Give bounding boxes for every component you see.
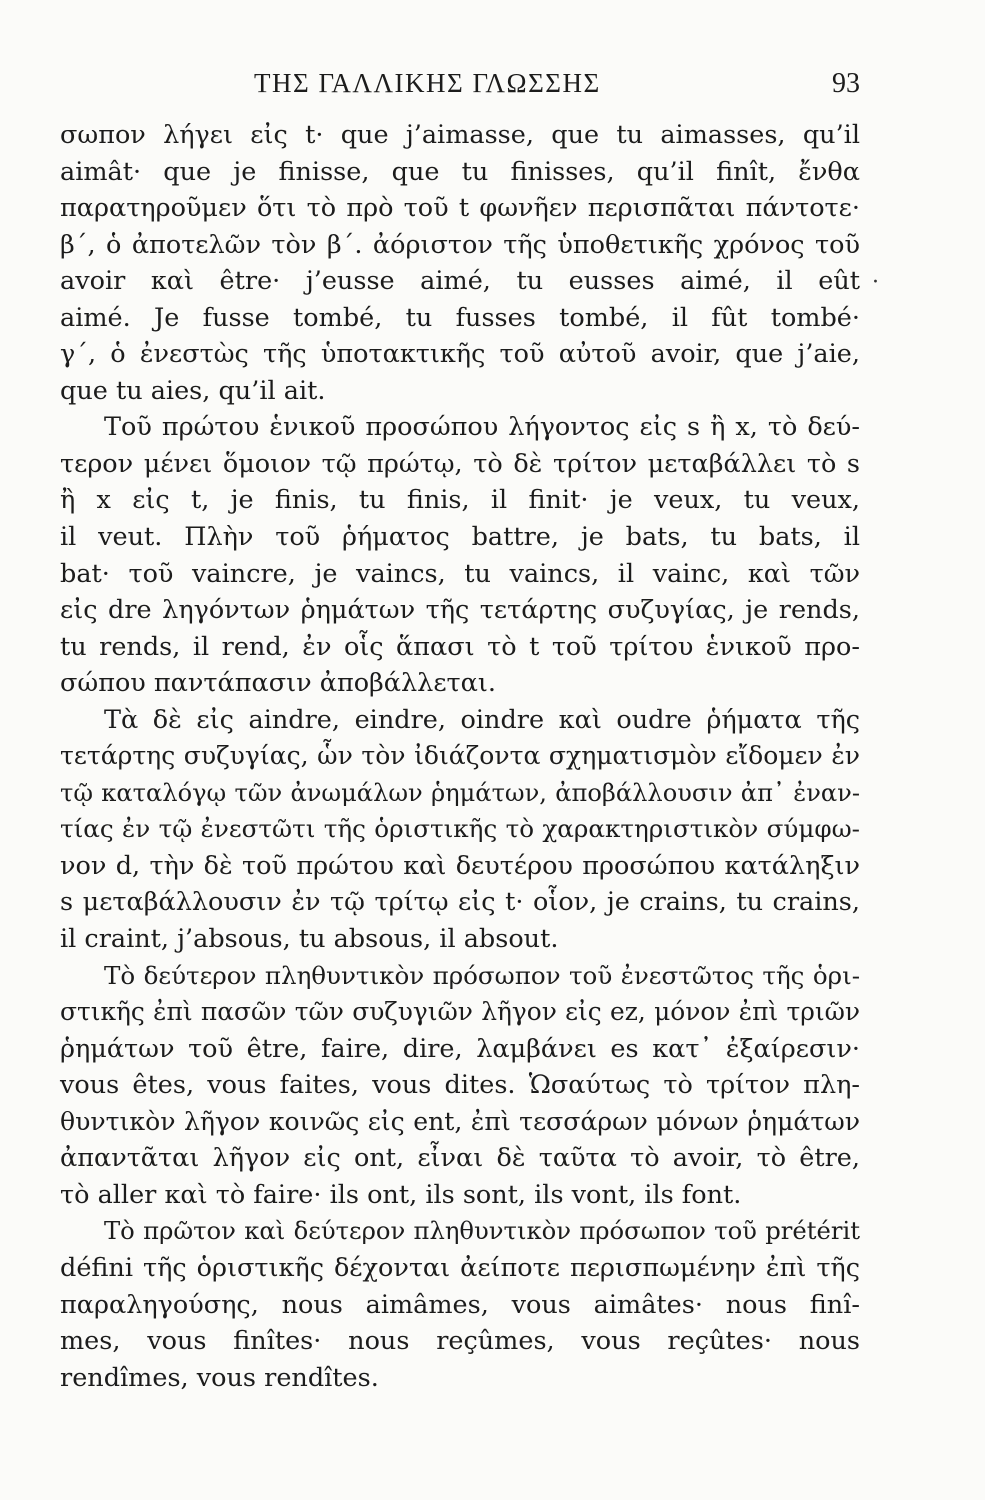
text-line: παραληγούσης, nous aimâmes, vous aimâtes· nous finî- (60, 1289, 860, 1320)
text-line: aimé. Je fusse tombé, tu fusses tombé, il fût tombé· (60, 302, 860, 333)
text-line: s μεταβάλλουσιν ἐν τῷ τρίτῳ εἰς t· οἷον, je crains, tu crains, (60, 887, 860, 918)
page-number: 93 (832, 68, 860, 99)
text-line: τὸ aller καὶ τὸ faire· ils ont, ils sont, ils vont, ils font. (60, 1179, 742, 1210)
text-line: défini τῆς ὁριστικῆς δέχονται ἀείποτε περισπωμένην ἐπὶ τῆς (60, 1252, 860, 1283)
text-line: ῥημάτων τοῦ être, faire, dire, λαμβάνει es κατ᾿ ἐξαίρεσιν· (60, 1033, 860, 1064)
text-line: bat· τοῦ vaincre, je vaincs, tu vaincs, il vainc, καὶ τῶν (60, 558, 860, 589)
text-line: στικῆς ἐπὶ πασῶν τῶν συζυγιῶν λῆγον εἰς ez, μόνον ἐπὶ τριῶν (60, 997, 860, 1027)
text-line: que tu aies, qu’il ait. (60, 375, 326, 406)
text-line: mes, vous finîtes· nous reçûmes, vous reçûtes· nous (60, 1326, 860, 1357)
text-line: aimât· que je finisse, que tu finisses, qu’il finît, ἔνθα (60, 156, 860, 187)
text-line: τῷ καταλόγῳ τῶν ἀνωμάλων ῥημάτων, ἀποβάλλουσιν ἀπ᾿ ἐναν- (60, 778, 860, 807)
text-line: τερον μένει ὅμοιον τῷ πρώτῳ, τὸ δὲ τρίτον μεταβάλλει τὸ s (60, 448, 860, 479)
text-line: νον d, τὴν δὲ τοῦ πρώτου καὶ δευτέρου προσώπου κατάληξιν (60, 850, 860, 881)
paragraph-start: Τὸ πρῶτον καὶ δεύτερον πληθυντικὸν πρόσωπον τοῦ prétérit (104, 1216, 860, 1246)
text-line: παρατηροῦμεν ὅτι τὸ πρὸ τοῦ t φωνῆεν περισπᾶται πάντοτε· (60, 193, 860, 224)
text-line: tu rends, il rend, ἐν οἷς ἅπασι τὸ t τοῦ τρίτου ἑνικοῦ προ- (60, 631, 860, 662)
text-line: il craint, j’absous, tu absous, il absout. (60, 924, 559, 955)
text-line: ἢ x εἰς t, je finis, tu finis, il finit· je veux, tu veux, (60, 485, 860, 516)
text-line: σώπου παντάπασιν ἀποβάλλεται. (60, 668, 496, 699)
text-line: γ΄, ὁ ἐνεστὼς τῆς ὑποτακτικῆς τοῦ αὐτοῦ avoir, que j’aie, (60, 339, 860, 370)
text-line: θυντικὸν λῆγον κοινῶς εἰς ent, ἐπὶ τεσσάρων μόνων ῥημάτων (60, 1106, 860, 1136)
running-title: ΤΗΣ ΓΑΛΛΙΚΗΣ ΓΛΩΣΣΗΣ (254, 68, 601, 98)
margin-mark: · (872, 270, 879, 295)
body-text (60, 117, 860, 1396)
page-header (60, 68, 860, 108)
text-line: τίας ἐν τῷ ἐνεστῶτι τῆς ὁριστικῆς τὸ χαρακτηριστικὸν σύμφω- (60, 814, 860, 844)
text-line: il veut. Πλὴν τοῦ ῥήματος battre, je bats, tu bats, il (60, 522, 860, 553)
paragraph-start: Τὸ δεύτερον πληθυντικὸν πρόσωπον τοῦ ἐνεστῶτος τῆς ὁρι- (104, 960, 860, 990)
text-line: ἀπαντᾶται λῆγον εἰς ont, εἶναι δὲ ταῦτα τὸ avoir, τὸ être, (60, 1143, 860, 1174)
text-line: vous êtes, vous faites, vous dites. Ὡσαύτως τὸ τρίτον πλη- (60, 1070, 860, 1101)
text-line: avoir καὶ être· j’eusse aimé, tu eusses aimé, il eût (60, 266, 860, 297)
text-line: rendîmes, vous rendîtes. (60, 1362, 379, 1393)
text-line: τετάρτης συζυγίας, ὧν τὸν ἰδιάζοντα σχηματισμὸν εἴδομεν ἐν (60, 741, 860, 771)
paragraph-start: Τοῦ πρώτου ἑνικοῦ προσώπου λήγοντος εἰς s ἢ x, τὸ δεύ- (104, 412, 860, 443)
text-line: εἰς dre ληγόντων ῥημάτων τῆς τετάρτης συζυγίας, je rends, (60, 595, 860, 626)
paragraph-start: Τὰ δὲ εἰς aindre, eindre, oindre καὶ oudre ῥήματα τῆς (104, 704, 860, 735)
text-line: σωπον λήγει εἰς t· que j’aimasse, que tu aimasses, qu’il (60, 120, 860, 150)
text-line: β΄, ὁ ἀποτελῶν τὸν β΄. ἀόριστον τῆς ὑποθετικῆς χρόνος τοῦ (60, 229, 860, 260)
